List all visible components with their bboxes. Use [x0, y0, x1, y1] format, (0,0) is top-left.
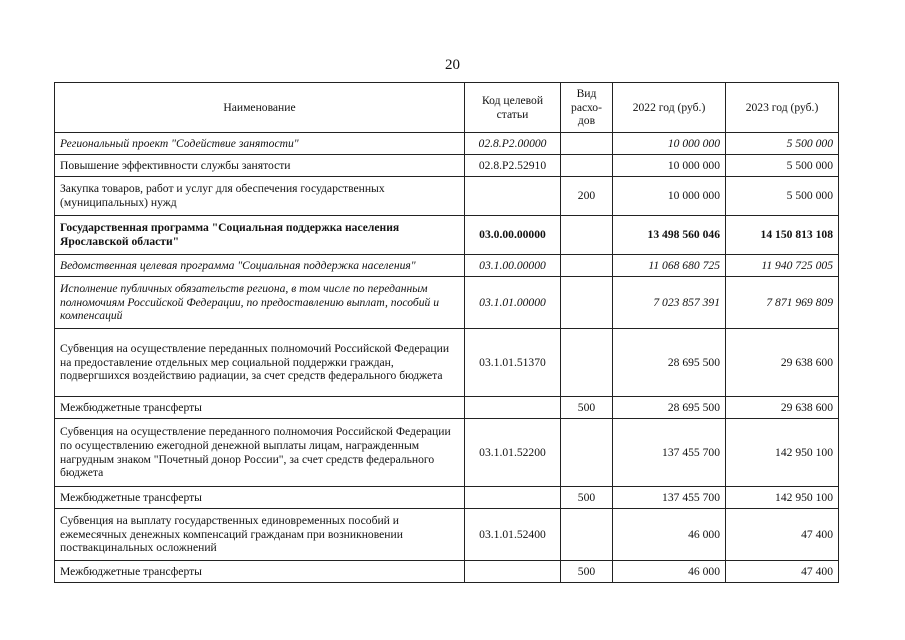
table-row — [55, 155, 839, 177]
row-code: 03.0.00.00000 — [465, 216, 561, 255]
row-vid — [561, 133, 613, 155]
page-number: 20 — [445, 57, 460, 73]
table-row — [55, 419, 839, 487]
row-vid: 200 — [561, 177, 613, 216]
row-2023: 7 871 969 809 — [726, 277, 839, 329]
row-code: 03.1.01.52400 — [465, 509, 561, 561]
row-name: Межбюджетные трансферты — [55, 397, 465, 419]
row-name: Межбюджетные трансферты — [55, 487, 465, 509]
row-name: Исполнение публичных обязательств региона, в том числе по переданным полномочиям Российской Федерации, по предоставлению выплат, пособий и компенсаций — [55, 277, 465, 329]
row-code — [465, 561, 561, 583]
row-code — [465, 177, 561, 216]
row-code — [465, 397, 561, 419]
header-year-2023: 2023 год (руб.) — [726, 83, 839, 133]
budget-table — [54, 82, 839, 583]
row-2022: 10 000 000 — [613, 155, 726, 177]
row-name: Закупка товаров, работ и услуг для обеспечения государственных (муниципальных) нужд — [55, 177, 465, 216]
row-name: Субвенция на выплату государственных единовременных пособий и ежемесячных денежных компенсаций гражданам при возникновении поствакцинальных осложнений — [55, 509, 465, 561]
row-code: 02.8.Р2.00000 — [465, 133, 561, 155]
row-2023: 142 950 100 — [726, 419, 839, 487]
row-2022: 10 000 000 — [613, 177, 726, 216]
row-2023: 11 940 725 005 — [726, 255, 839, 277]
table-row — [55, 487, 839, 509]
table-row — [55, 509, 839, 561]
row-vid: 500 — [561, 561, 613, 583]
row-code: 03.1.00.00000 — [465, 255, 561, 277]
row-2023: 5 500 000 — [726, 133, 839, 155]
table-header-row — [55, 83, 839, 133]
row-name: Субвенция на осуществление переданного полномочия Российской Федерации по осуществлению ежегодной денежной выплаты лицам, награжденным нагрудным знаком "Почетный донор России", за счет средств федерального бюджета — [55, 419, 465, 487]
row-2022: 46 000 — [613, 509, 726, 561]
table-row — [55, 329, 839, 397]
row-2022: 13 498 560 046 — [613, 216, 726, 255]
row-2022: 28 695 500 — [613, 329, 726, 397]
row-vid — [561, 329, 613, 397]
row-name: Субвенция на осуществление переданных полномочий Российской Федерации на предоставление отдельных мер социальной поддержки граждан, подвергшихся воздействию радиации, за счет средств федерального бюджета — [55, 329, 465, 397]
row-2023: 14 150 813 108 — [726, 216, 839, 255]
row-name: Региональный проект "Содействие занятости" — [55, 133, 465, 155]
row-2022: 11 068 680 725 — [613, 255, 726, 277]
row-vid — [561, 255, 613, 277]
row-vid — [561, 509, 613, 561]
row-vid — [561, 419, 613, 487]
table-row — [55, 133, 839, 155]
table-row — [55, 255, 839, 277]
header-vid: Вид расхо-дов — [561, 83, 613, 133]
row-code: 03.1.01.52200 — [465, 419, 561, 487]
row-vid: 500 — [561, 487, 613, 509]
row-2022: 28 695 500 — [613, 397, 726, 419]
row-name: Государственная программа "Социальная поддержка населения Ярославской области" — [55, 216, 465, 255]
row-code: 03.1.01.51370 — [465, 329, 561, 397]
row-vid: 500 — [561, 397, 613, 419]
row-2023: 5 500 000 — [726, 177, 839, 216]
row-2023: 5 500 000 — [726, 155, 839, 177]
header-name: Наименование — [55, 83, 465, 133]
table-row — [55, 561, 839, 583]
row-code: 02.8.Р2.52910 — [465, 155, 561, 177]
row-2022: 46 000 — [613, 561, 726, 583]
row-2022: 7 023 857 391 — [613, 277, 726, 329]
table-row — [55, 216, 839, 255]
table-row — [55, 177, 839, 216]
row-name: Ведомственная целевая программа "Социальная поддержка населения" — [55, 255, 465, 277]
row-code: 03.1.01.00000 — [465, 277, 561, 329]
row-name: Повышение эффективности службы занятости — [55, 155, 465, 177]
row-2023: 47 400 — [726, 561, 839, 583]
row-vid — [561, 216, 613, 255]
row-2023: 142 950 100 — [726, 487, 839, 509]
row-2023: 47 400 — [726, 509, 839, 561]
row-2022: 137 455 700 — [613, 487, 726, 509]
row-vid — [561, 155, 613, 177]
row-2022: 137 455 700 — [613, 419, 726, 487]
row-2023: 29 638 600 — [726, 329, 839, 397]
table-row — [55, 397, 839, 419]
row-name: Межбюджетные трансферты — [55, 561, 465, 583]
row-2022: 10 000 000 — [613, 133, 726, 155]
table-row — [55, 277, 839, 329]
row-2023: 29 638 600 — [726, 397, 839, 419]
row-vid — [561, 277, 613, 329]
header-code: Код целевой статьи — [465, 83, 561, 133]
row-code — [465, 487, 561, 509]
header-year-2022: 2022 год (руб.) — [613, 83, 726, 133]
